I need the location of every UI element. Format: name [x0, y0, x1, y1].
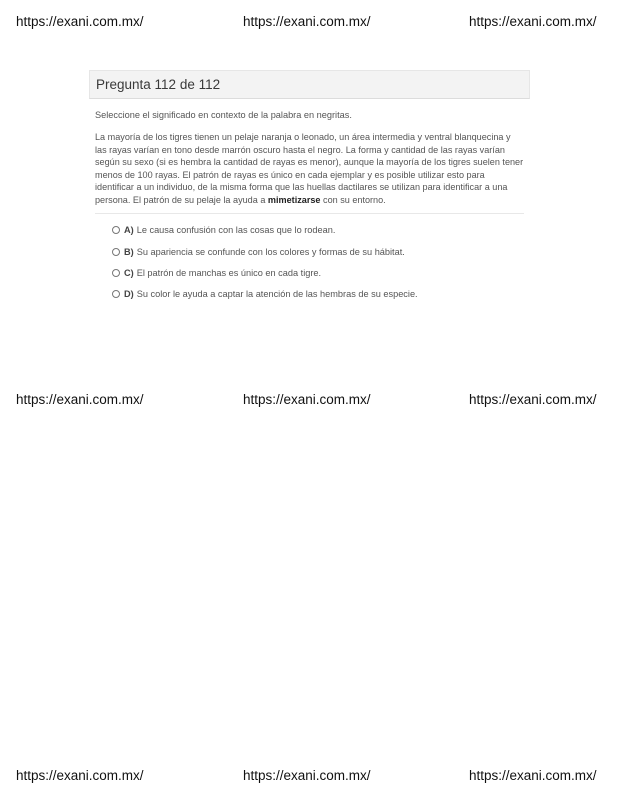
watermark-url: https://exani.com.mx/ [469, 14, 597, 29]
option-text: El patrón de manchas es único en cada tigre. [136, 267, 322, 278]
watermark-url: https://exani.com.mx/ [243, 768, 371, 783]
question-title: Pregunta 112 de 112 [96, 77, 221, 92]
option-text: Su color le ayuda a captar la atención de las hembras de su especie. [136, 289, 418, 300]
watermark-row-bottom [0, 768, 618, 788]
question-header [89, 70, 530, 99]
passage-text-end: con su entorno. [323, 194, 386, 205]
watermark-url: https://exani.com.mx/ [16, 768, 144, 783]
watermark-url: https://exani.com.mx/ [469, 392, 597, 407]
watermark-url: https://exani.com.mx/ [243, 14, 371, 29]
answer-options [95, 220, 524, 305]
option-d[interactable] [112, 283, 524, 304]
highlighted-word: mimetizarse [267, 194, 321, 205]
divider [95, 213, 524, 214]
option-letter: C) [124, 267, 134, 278]
radio-button[interactable] [112, 269, 120, 277]
radio-button[interactable] [112, 248, 120, 256]
option-c[interactable] [112, 262, 524, 283]
watermark-url: https://exani.com.mx/ [16, 392, 144, 407]
reading-passage [95, 131, 524, 207]
watermark-url: https://exani.com.mx/ [16, 14, 144, 29]
option-b[interactable] [112, 241, 524, 262]
option-letter: B) [124, 246, 134, 257]
option-a[interactable] [112, 220, 524, 241]
watermark-row-middle [0, 392, 618, 412]
option-text: Le causa confusión con las cosas que lo rodean. [136, 225, 336, 236]
question-body [89, 99, 530, 305]
question-instruction: Seleccione el significado en contexto de la palabra en negritas. [95, 110, 352, 120]
option-letter: D) [124, 289, 134, 300]
radio-button[interactable] [112, 290, 120, 298]
watermark-url: https://exani.com.mx/ [469, 768, 597, 783]
radio-button[interactable] [112, 226, 120, 234]
passage-text: La mayoría de los tigres tienen un pelaje naranja o leonado, un área intermedia y ventral blanquecina y las rayas varían en tono desde marrón oscuro hasta el negro. La forma y cantidad de las rayas varían según su sexo (si es hembra la cantidad de rayas es menor), aunque la mayoría de los tigres suelen tener menos de 100 rayas. El patrón de rayas es único en cada ejemplar y es posible utilizar esto para identificar a un individuo, de la misma forma que las huellas dactilares se utilizan para identificar a una persona. El patrón de su pelaje la ayuda a [95, 132, 524, 205]
watermark-url: https://exani.com.mx/ [243, 392, 371, 407]
question-card [89, 70, 530, 320]
watermark-row-top [0, 14, 618, 34]
option-text: Su apariencia se confunde con los colores y formas de su hábitat. [136, 246, 405, 257]
option-letter: A) [124, 225, 134, 236]
